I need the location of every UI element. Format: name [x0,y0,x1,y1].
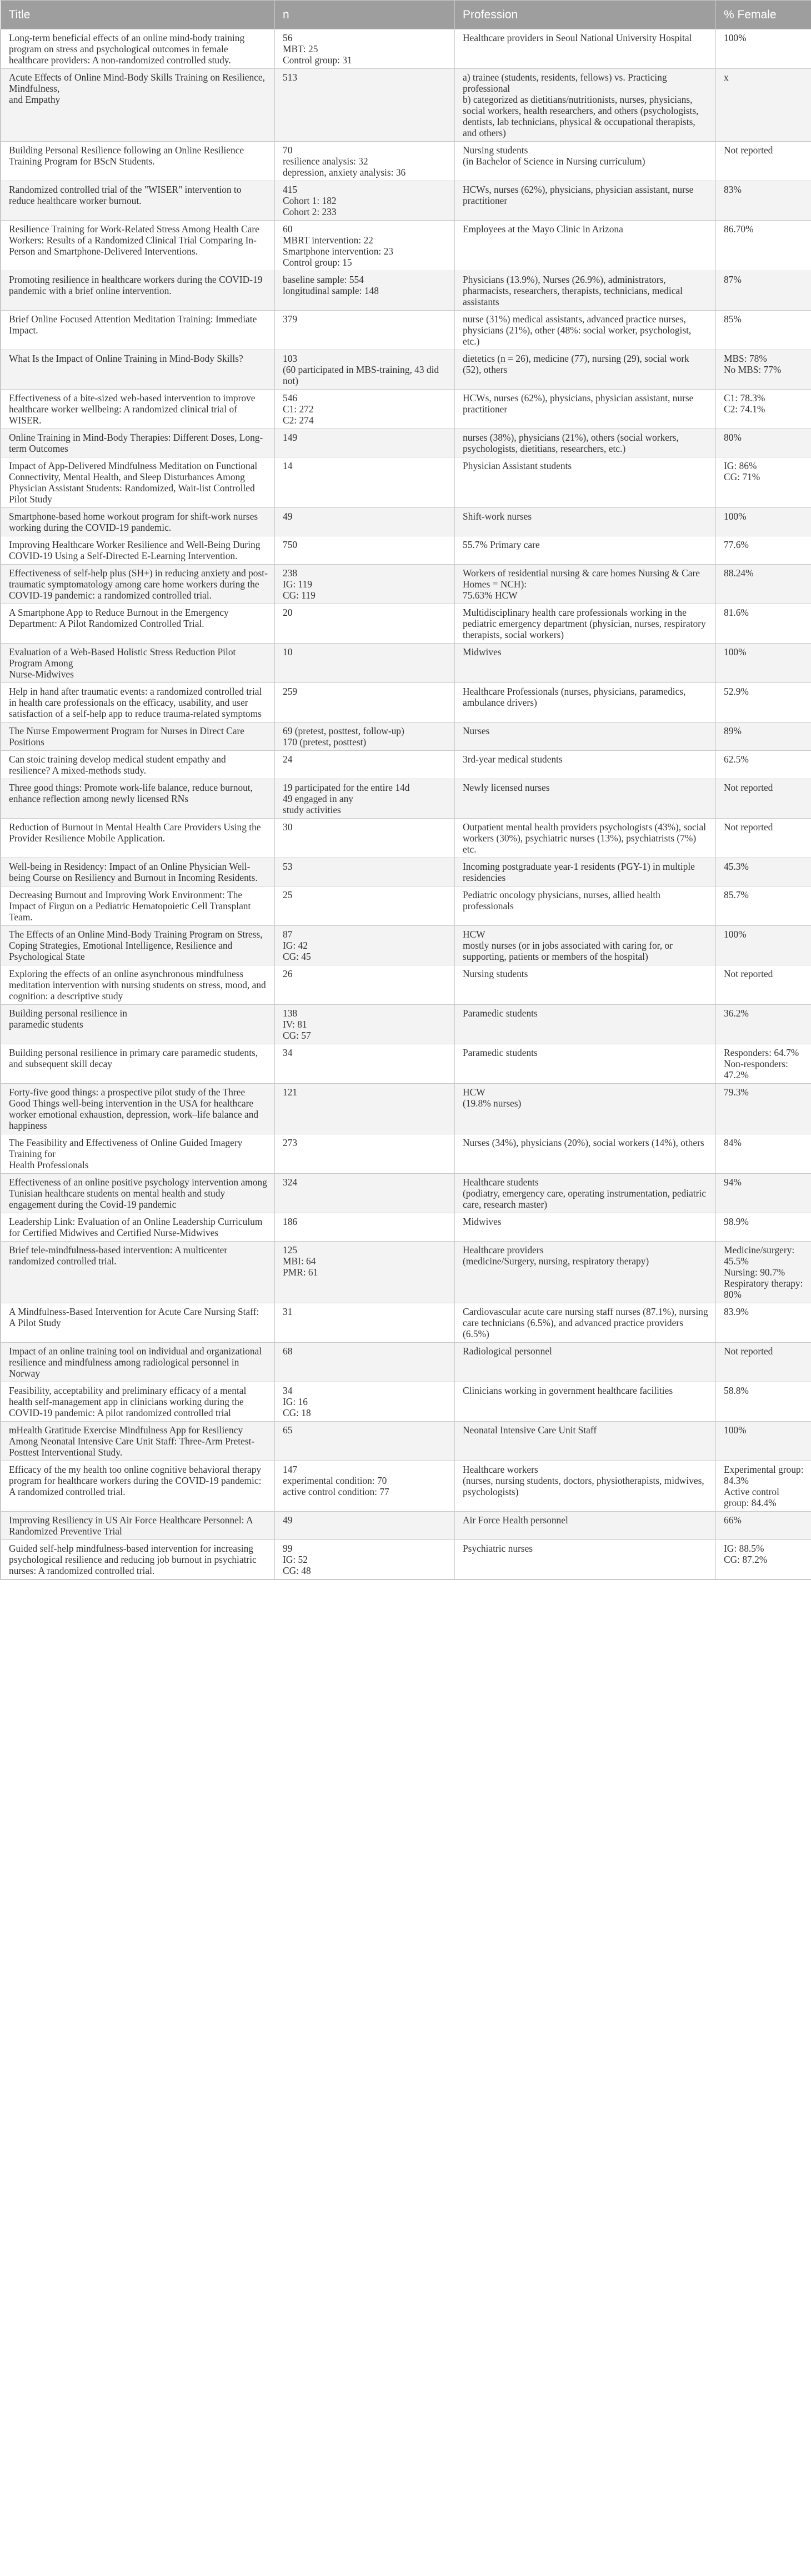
table-row [1,29,811,69]
cell-n: 259 [275,683,455,723]
cell-title: Impact of App-Delivered Mindfulness Meditation on Functional Connectivity, Mental Health, and Sleep Disturbances Among Physician Assistant Students: Randomized, Wait-list Controlled Pilot Study [1,457,275,508]
table-row [1,1044,811,1084]
cell-title: Effectiveness of a bite-sized web-based intervention to improve healthcare worker wellbeing: A randomized clinical trial of WISER. [1,390,275,429]
cell-percent-female: C1: 78.3% C2: 74.1% [716,390,811,429]
cell-n: 186 [275,1213,455,1242]
cell-n: 65 [275,1422,455,1461]
cell-profession: Midwives [455,1213,716,1242]
cell-percent-female: 100% [716,1422,811,1461]
table-row [1,723,811,751]
cell-percent-female: Experimental group: 84.3% Active control group: 84.4% [716,1461,811,1512]
cell-n: 125 MBI: 64 PMR: 61 [275,1242,455,1303]
table-row [1,221,811,271]
cell-percent-female: 87% [716,271,811,311]
cell-percent-female: 66% [716,1512,811,1540]
cell-profession: Nurses (34%), physicians (20%), social workers (14%), others [455,1134,716,1174]
table-row [1,271,811,311]
cell-n: 56 MBT: 25 Control group: 31 [275,29,455,69]
cell-title: Decreasing Burnout and Improving Work Environment: The Impact of Firgun on a Pediatric Hematopoietic Cell Transplant Team. [1,886,275,926]
table-row [1,508,811,536]
cell-profession: Nursing students [455,965,716,1005]
cell-profession: 3rd-year medical students [455,751,716,779]
cell-n: 103 (60 participated in MBS-training, 43 did not) [275,350,455,390]
table-row [1,350,811,390]
cell-percent-female: 100% [716,29,811,69]
cell-profession: Midwives [455,644,716,683]
cell-title: Acute Effects of Online Mind-Body Skills Training on Resilience, Mindfulness, and Empathy [1,69,275,142]
table-row [1,429,811,457]
cell-title: Can stoic training develop medical student empathy and resilience? A mixed-methods study. [1,751,275,779]
cell-percent-female: 100% [716,644,811,683]
cell-percent-female: Not reported [716,965,811,1005]
cell-percent-female: Not reported [716,1343,811,1382]
cell-profession: nurses (38%), physicians (21%), others (social workers, psychologists, dietitians, researchers, etc.) [455,429,716,457]
cell-profession: Nurses [455,723,716,751]
cell-title: A Mindfulness-Based Intervention for Acute Care Nursing Staff: A Pilot Study [1,1303,275,1343]
cell-title: Three good things: Promote work-life balance, reduce burnout, enhance reflection among newly licensed RNs [1,779,275,819]
cell-profession: Neonatal Intensive Care Unit Staff [455,1422,716,1461]
table-row [1,1422,811,1461]
cell-percent-female: 80% [716,429,811,457]
table-row [1,390,811,429]
cell-n: 10 [275,644,455,683]
cell-profession: a) trainee (students, residents, fellows) vs. Practicing professional b) categorized as dietitians/nutritionists, nurses, physicians, social workers, health researchers, and others (psychologists, dentists, lab technicians, physical & occupational therapists, and others) [455,69,716,142]
cell-n: 24 [275,751,455,779]
table-row [1,1382,811,1422]
cell-n: 415 Cohort 1: 182 Cohort 2: 233 [275,181,455,221]
cell-percent-female: 58.8% [716,1382,811,1422]
cell-n: 273 [275,1134,455,1174]
cell-profession: Clinicians working in government healthcare facilities [455,1382,716,1422]
cell-n: baseline sample: 554 longitudinal sample: 148 [275,271,455,311]
cell-n: 99 IG: 52 CG: 48 [275,1540,455,1580]
cell-profession: Pediatric oncology physicians, nurses, allied health professionals [455,886,716,926]
cell-profession: HCW mostly nurses (or in jobs associated with caring for, or supporting, patients or members of the hospital) [455,926,716,965]
cell-profession: Healthcare workers (nurses, nursing students, doctors, physiotherapists, midwives, psychologists) [455,1461,716,1512]
cell-title: Smartphone-based home workout program for shift-work nurses working during the COVID-19 pandemic. [1,508,275,536]
cell-profession: Psychiatric nurses [455,1540,716,1580]
cell-n: 138 IV: 81 CG: 57 [275,1005,455,1044]
cell-percent-female: 83% [716,181,811,221]
cell-n: 750 [275,536,455,565]
cell-profession: Paramedic students [455,1044,716,1084]
cell-profession: Multidisciplinary health care professionals working in the pediatric emergency department (physician, nurses, respiratory therapists, social workers) [455,604,716,644]
cell-percent-female: 62.5% [716,751,811,779]
cell-percent-female: x [716,69,811,142]
cell-n: 69 (pretest, posttest, follow-up) 170 (pretest, posttest) [275,723,455,751]
cell-n: 49 [275,1512,455,1540]
cell-n: 546 C1: 272 C2: 274 [275,390,455,429]
cell-title: Well-being in Residency: Impact of an Online Physician Well-being Course on Resiliency and Burnout in Incoming Residents. [1,858,275,886]
cell-title: The Effects of an Online Mind-Body Training Program on Stress, Coping Strategies, Emotional Intelligence, Resilience and Psychological State [1,926,275,965]
cell-title: Evaluation of a Web-Based Holistic Stress Reduction Pilot Program Among Nurse-Midwives [1,644,275,683]
cell-percent-female: Medicine/surgery: 45.5% Nursing: 90.7% Respiratory therapy: 80% [716,1242,811,1303]
cell-n: 20 [275,604,455,644]
cell-percent-female: 85% [716,311,811,350]
cell-profession: Cardiovascular acute care nursing staff nurses (87.1%), nursing care technicians (6.5%), and advanced practice providers (6.5%) [455,1303,716,1343]
cell-n: 31 [275,1303,455,1343]
table-row [1,1512,811,1540]
cell-percent-female: 83.9% [716,1303,811,1343]
cell-title: Effectiveness of self-help plus (SH+) in reducing anxiety and post-traumatic symptomatology among care home workers during the COVID-19 pandemic: a randomized controlled trial. [1,565,275,604]
cell-title: Online Training in Mind-Body Therapies: Different Doses, Long-term Outcomes [1,429,275,457]
header-row [1,1,811,29]
table-row [1,644,811,683]
cell-n: 14 [275,457,455,508]
cell-title: Leadership Link: Evaluation of an Online Leadership Curriculum for Certified Midwives and Certified Nurse-Midwives [1,1213,275,1242]
cell-n: 147 experimental condition: 70 active control condition: 77 [275,1461,455,1512]
table-row [1,1005,811,1044]
cell-title: Improving Healthcare Worker Resilience and Well-Being During COVID-19 Using a Self-Directed E-Learning Intervention. [1,536,275,565]
cell-profession: HCWs, nurses (62%), physicians, physician assistant, nurse practitioner [455,390,716,429]
cell-title: Brief tele-mindfulness-based intervention: A multicenter randomized controlled trial. [1,1242,275,1303]
cell-n: 25 [275,886,455,926]
column-header-percent-female: % Female [716,1,811,29]
cell-percent-female: MBS: 78% No MBS: 77% [716,350,811,390]
cell-profession: Healthcare Professionals (nurses, physicians, paramedics, ambulance drivers) [455,683,716,723]
table-row [1,69,811,142]
table-row [1,683,811,723]
cell-title: Resilience Training for Work-Related Stress Among Health Care Workers: Results of a Randomized Clinical Trial Comparing In-Person and Smartphone-Delivered Interventions. [1,221,275,271]
cell-profession: 55.7% Primary care [455,536,716,565]
table-row [1,1461,811,1512]
cell-profession: Newly licensed nurses [455,779,716,819]
cell-percent-female: 77.6% [716,536,811,565]
cell-title: Brief Online Focused Attention Meditation Training: Immediate Impact. [1,311,275,350]
cell-title: Feasibility, acceptability and preliminary efficacy of a mental health self-management app in clinicians working during the COVID-19 pandemic: A pilot randomized controlled trial [1,1382,275,1422]
cell-n: 379 [275,311,455,350]
cell-profession: Nursing students (in Bachelor of Science in Nursing curriculum) [455,142,716,181]
cell-profession: HCWs, nurses (62%), physicians, physician assistant, nurse practitioner [455,181,716,221]
cell-percent-female: 89% [716,723,811,751]
cell-title: Impact of an online training tool on individual and organizational resilience and mindfulness among radiological personnel in Norway [1,1343,275,1382]
cell-n: 19 participated for the entire 14d 49 engaged in any study activities [275,779,455,819]
cell-title: Effectiveness of an online positive psychology intervention among Tunisian healthcare students on mental health and study engagement during the Covid-19 pandemic [1,1174,275,1213]
cell-n: 121 [275,1084,455,1134]
table-body [1,29,811,1580]
cell-percent-female: 84% [716,1134,811,1174]
cell-n: 324 [275,1174,455,1213]
cell-n: 68 [275,1343,455,1382]
studies-table [1,1,811,1580]
table-row [1,311,811,350]
table-row [1,565,811,604]
table-row [1,1540,811,1580]
table-row [1,858,811,886]
cell-n: 238 IG: 119 CG: 119 [275,565,455,604]
cell-n: 149 [275,429,455,457]
table-row [1,779,811,819]
cell-percent-female: 52.9% [716,683,811,723]
table-row [1,181,811,221]
table-row [1,1343,811,1382]
cell-title: Reduction of Burnout in Mental Health Care Providers Using the Provider Resilience Mobile Application. [1,819,275,858]
cell-n: 34 IG: 16 CG: 18 [275,1382,455,1422]
table-row [1,819,811,858]
cell-title: A Smartphone App to Reduce Burnout in the Emergency Department: A Pilot Randomized Controlled Trial. [1,604,275,644]
cell-percent-female: IG: 88.5% CG: 87.2% [716,1540,811,1580]
table-row [1,1303,811,1343]
table-row [1,1242,811,1303]
column-header-n: n [275,1,455,29]
table-row [1,926,811,965]
cell-percent-female: 86.70% [716,221,811,271]
cell-title: Forty-five good things: a prospective pilot study of the Three Good Things well-being intervention in the USA for healthcare worker emotional exhaustion, depression, work–life balance and happiness [1,1084,275,1134]
cell-percent-female: Not reported [716,142,811,181]
cell-percent-female: 100% [716,926,811,965]
cell-title: Exploring the effects of an online asynchronous mindfulness meditation intervention with nursing students on stress, mood, and cognition: a descriptive study [1,965,275,1005]
table-row [1,536,811,565]
cell-profession: Healthcare providers in Seoul National University Hospital [455,29,716,69]
cell-title: Improving Resiliency in US Air Force Healthcare Personnel: A Randomized Preventive Trial [1,1512,275,1540]
table-row [1,886,811,926]
cell-profession: Incoming postgraduate year-1 residents (PGY-1) in multiple residencies [455,858,716,886]
cell-n: 60 MBRT intervention: 22 Smartphone intervention: 23 Control group: 15 [275,221,455,271]
cell-title: The Feasibility and Effectiveness of Online Guided Imagery Training for Health Professionals [1,1134,275,1174]
cell-percent-female: 81.6% [716,604,811,644]
cell-title: Building personal resilience in paramedic students [1,1005,275,1044]
table-row [1,604,811,644]
cell-n: 26 [275,965,455,1005]
table-row [1,1084,811,1134]
cell-n: 87 IG: 42 CG: 45 [275,926,455,965]
cell-title: Efficacy of the my health too online cognitive behavioral therapy program for healthcare workers during the COVID-19 pandemic: A randomized controlled trial. [1,1461,275,1512]
cell-n: 70 resilience analysis: 32 depression, anxiety analysis: 36 [275,142,455,181]
cell-percent-female: 85.7% [716,886,811,926]
cell-percent-female: 98.9% [716,1213,811,1242]
cell-n: 34 [275,1044,455,1084]
cell-title: What Is the Impact of Online Training in Mind-Body Skills? [1,350,275,390]
cell-percent-female: 45.3% [716,858,811,886]
table-row [1,1174,811,1213]
cell-profession: dietetics (n = 26), medicine (77), nursing (29), social work (52), others [455,350,716,390]
cell-profession: nurse (31%) medical assistants, advanced practice nurses, physicians (21%), other (48%: social worker, psychologist, etc.) [455,311,716,350]
cell-percent-female: 88.24% [716,565,811,604]
cell-title: Building Personal Resilience following an Online Resilience Training Program for BScN Students. [1,142,275,181]
cell-n: 30 [275,819,455,858]
cell-percent-female: IG: 86% CG: 71% [716,457,811,508]
cell-profession: HCW (19.8% nurses) [455,1084,716,1134]
cell-title: mHealth Gratitude Exercise Mindfulness App for Resiliency Among Neonatal Intensive Care Unit Staff: Three-Arm Pretest-Posttest Interventional Study. [1,1422,275,1461]
cell-profession: Outpatient mental health providers psychologists (43%), social workers (30%), psychiatric nurses (13%), psychiatrists (7%) etc. [455,819,716,858]
cell-title: Guided self-help mindfulness-based intervention for increasing psychological resilience and reducing job burnout in psychiatric nurses: A randomized controlled trial. [1,1540,275,1580]
cell-title: Long-term beneficial effects of an online mind-body training program on stress and psychological outcomes in female healthcare providers: A non-randomized controlled study. [1,29,275,69]
cell-percent-female: Responders: 64.7% Non-responders: 47.2% [716,1044,811,1084]
cell-percent-female: 100% [716,508,811,536]
table-header [1,1,811,29]
cell-title: Randomized controlled trial of the "WISER" intervention to reduce healthcare worker burnout. [1,181,275,221]
cell-percent-female: 94% [716,1174,811,1213]
column-header-title: Title [1,1,275,29]
table-row [1,1213,811,1242]
table-row [1,457,811,508]
table-row [1,751,811,779]
cell-profession: Employees at the Mayo Clinic in Arizona [455,221,716,271]
cell-profession: Physicians (13.9%), Nurses (26.9%), administrators, pharmacists, researchers, therapists, technicians, medical assistants [455,271,716,311]
column-header-profession: Profession [455,1,716,29]
cell-profession: Air Force Health personnel [455,1512,716,1540]
cell-percent-female: Not reported [716,819,811,858]
cell-profession: Physician Assistant students [455,457,716,508]
table-row [1,142,811,181]
cell-profession: Healthcare students (podiatry, emergency care, operating instrumentation, pediatric care, research master) [455,1174,716,1213]
cell-n: 513 [275,69,455,142]
cell-profession: Shift-work nurses [455,508,716,536]
cell-title: Promoting resilience in healthcare workers during the COVID-19 pandemic with a brief online intervention. [1,271,275,311]
cell-profession: Paramedic students [455,1005,716,1044]
cell-title: The Nurse Empowerment Program for Nurses in Direct Care Positions [1,723,275,751]
cell-percent-female: 79.3% [716,1084,811,1134]
table-row [1,1134,811,1174]
cell-n: 49 [275,508,455,536]
cell-profession: Healthcare providers (medicine/Surgery, nursing, respiratory therapy) [455,1242,716,1303]
cell-title: Help in hand after traumatic events: a randomized controlled trial in health care professionals on the efficacy, usability, and user satisfaction of a self-help app to reduce trauma-related symptoms [1,683,275,723]
table-row [1,965,811,1005]
cell-profession: Workers of residential nursing & care homes Nursing & Care Homes = NCH): 75.63% HCW [455,565,716,604]
cell-percent-female: 36.2% [716,1005,811,1044]
cell-profession: Radiological personnel [455,1343,716,1382]
cell-title: Building personal resilience in primary care paramedic students, and subsequent skill decay [1,1044,275,1084]
cell-n: 53 [275,858,455,886]
cell-percent-female: Not reported [716,779,811,819]
